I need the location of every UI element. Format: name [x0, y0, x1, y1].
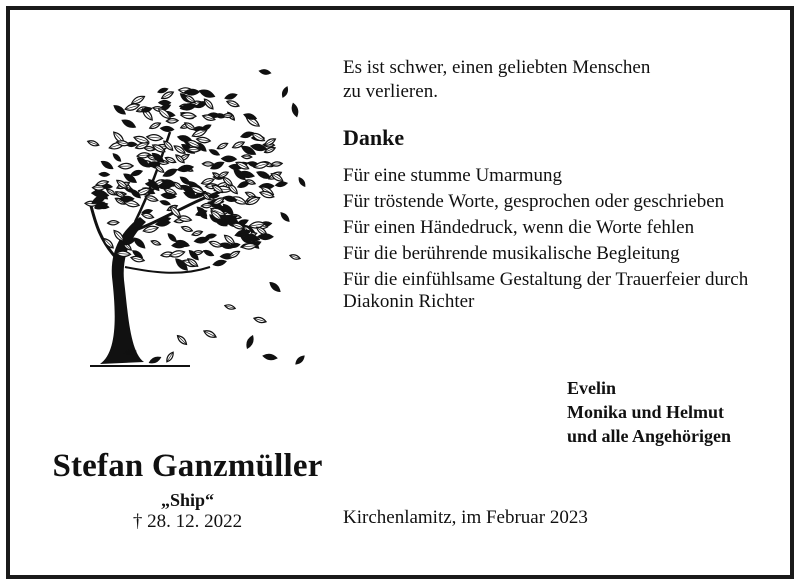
thanks-item: Für die einfühlsame Gestaltung der Trauerfeier durch Diakonin Richter: [343, 269, 749, 312]
signatures: [567, 376, 782, 448]
deceased-name: Stefan Ganzmüller: [52, 448, 323, 484]
quote-line: zu verlieren.: [343, 81, 438, 102]
deceased-block: [30, 446, 345, 533]
thanks-item: Für die berührende musikalische Begleitung: [343, 243, 680, 264]
signature-line: Evelin: [567, 378, 617, 398]
thanks-heading: Danke: [343, 125, 405, 150]
thanks-item: Für einen Händedruck, wenn die Worte fehlen: [343, 217, 695, 238]
death-date: † 28. 12. 2022: [132, 511, 243, 532]
signature-line: und alle Angehörigen: [567, 426, 732, 446]
thanks-item: Für tröstende Worte, gesprochen oder geschrieben: [343, 191, 725, 212]
signature-line: Monika und Helmut: [567, 402, 725, 422]
thanks-list: [343, 165, 778, 313]
deceased-nickname: „Ship“: [160, 490, 215, 510]
quote-line: Es ist schwer, einen geliebten Menschen: [343, 57, 651, 78]
place-date: Kirchenlamitz, im Februar 2023: [343, 507, 588, 528]
quote: [343, 56, 778, 104]
message-column: [343, 56, 778, 317]
thanks-item: Für eine stumme Umarmung: [343, 165, 562, 186]
windblown-tree-icon: [70, 52, 320, 374]
